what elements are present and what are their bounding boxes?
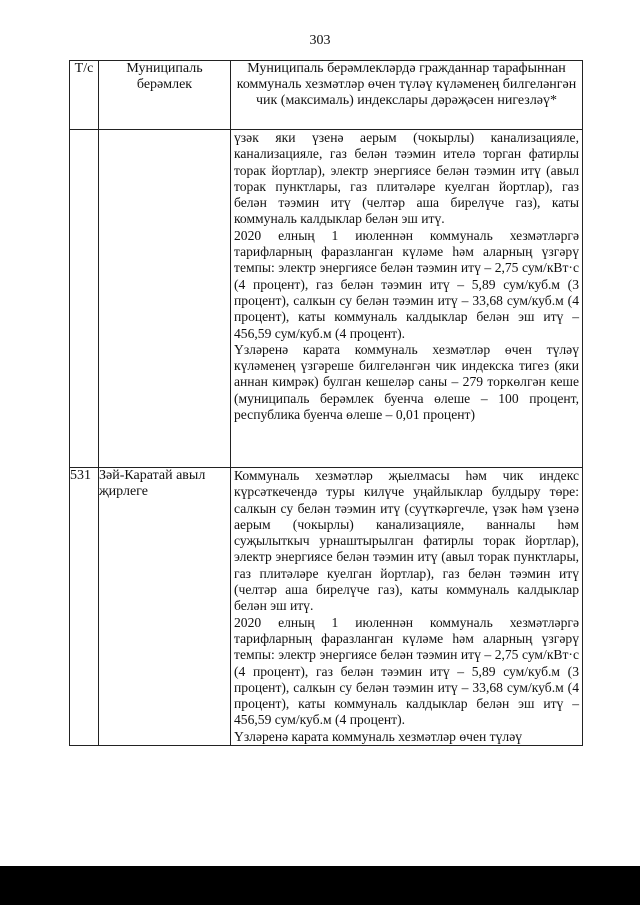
paragraph: 2020 елның 1 июленнән коммуналь хезмәтләргә тарифларның фаразланган күләме һәм аларның үзгәрү темпы: электр энергиясе белән тәэмин итү – 2,75 сум/кВт·с (4 процент), газ белән тәэмин итү – 5,89 сум/куб.м (3 процент), салкын су белән тәэмин итү – 33,68 сум/куб.м (4 процент), каты коммуналь калдыклар белән эш итү – 456,59 сум/куб.м (4 процент).: [234, 614, 579, 728]
scan-border: [0, 866, 640, 905]
header-num: Т/с: [70, 61, 99, 130]
page-number: 303: [309, 33, 331, 48]
table-row: [70, 468, 583, 746]
row-description: [231, 468, 583, 746]
tariff-index-table: [69, 60, 583, 746]
row-description: [231, 130, 583, 468]
paragraph: 2020 елның 1 июленнән коммуналь хезмәтләргә тарифларның фаразланган күләме һәм аларның үзгәрү темпы: электр энергиясе белән тәэмин итү – 2,75 сум/кВт·с (4 процент), газ белән тәэмин итү – 5,89 сум/куб.м (3 процент), салкын су белән тәэмин итү – 33,68 сум/куб.м (4 процент), каты коммуналь калдыклар белән эш итү – 456,59 сум/куб.м (4 процент).: [234, 227, 579, 341]
row-municipality: [99, 130, 231, 468]
row-municipality: Зәй-Каратай авыл җирлеге: [99, 468, 231, 746]
header-municipality: Муниципаль берәмлек: [99, 61, 231, 130]
table-row: [70, 130, 583, 468]
paragraph: Үзләренә карата коммуналь хезмәтләр өчен түләү күләменең үзгәреше билгеләнгән чик индекска тигез (яки аннан кимрәк) булган кешеләр саны – 279 торкөлгән кеше (муниципаль берәмлек буенча өлеше – 100 процент, республика буенча өлеше – 0,01 процент): [234, 341, 579, 423]
row-number: [70, 130, 99, 468]
paragraph: Үзләренә карата коммуналь хезмәтләр өчен түләү: [234, 728, 523, 744]
header-index: Муниципаль берәмлекләрдә гражданнар тарафыннан коммуналь хезмәтләр өчен түләү күләменең билгеләнгән чик (максималь) индекслары дәрәҗәсен нигезләү*: [231, 61, 583, 130]
paragraph: үзәк яки үзенә аерым (чокырлы) канализацияле, канализацияле, газ белән тәэмин ителә торган фатирлы торак йортлар), электр энергиясе белән тәэмин итү (авыл торак пунктлары, газ плитәләре куелган йортлар), газ белән тәэмин итү (челтәр аша бирелүче газ), каты коммуналь калдыклар белән эш итү.: [234, 130, 579, 227]
table-header-row: [70, 61, 583, 130]
paragraph: Коммуналь хезмәтләр җыелмасы һәм чик индекс күрсәткечендә туры килүче уңайлыклар булдыру төре: салкын су белән тәэмин итү (суүткәргечле, үзәк һәм үзенә аерым (чокырлы) канализацияле, ванналы һәм суҗылыткыч урнаштырылган фатирлы торак йортлар), электр энергиясе белән тәэмин итү (авыл торак пунктлары, газ плитәләре куелган йортлар), газ белән тәэмин итү (челтәр аша бирелүче газ), каты коммуналь калдыклар белән эш итү.: [234, 468, 579, 614]
row-number: 531: [70, 468, 99, 746]
